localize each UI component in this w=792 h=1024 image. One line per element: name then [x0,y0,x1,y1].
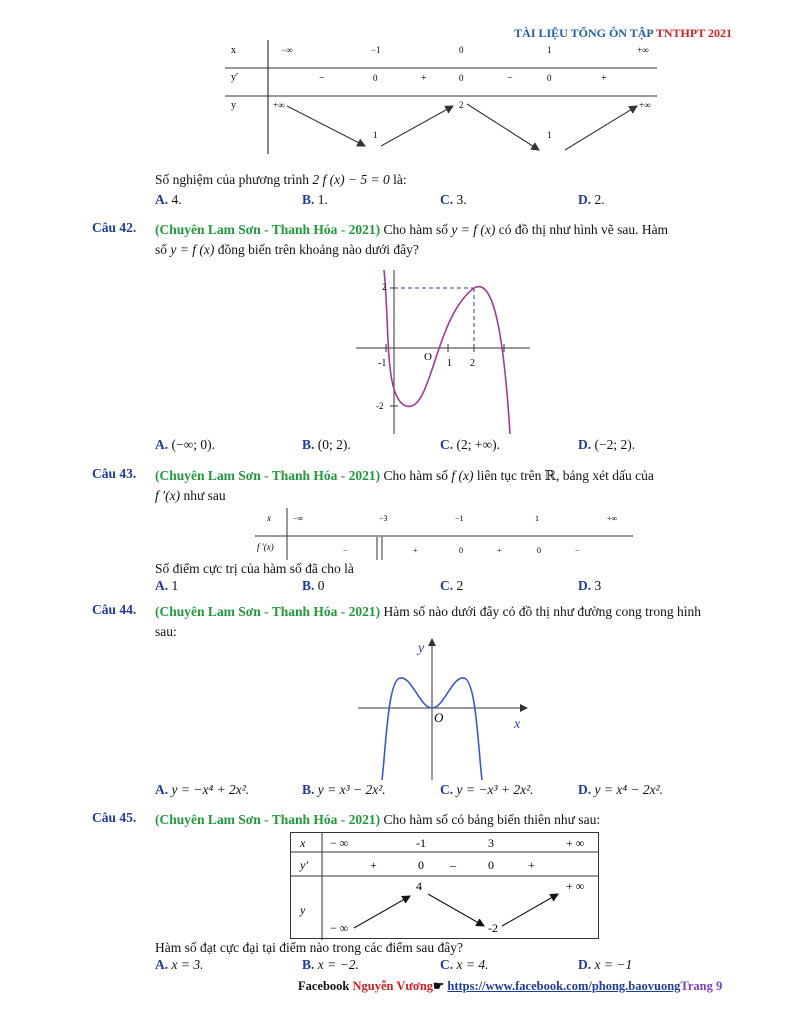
q43-label: Câu 43. [92,466,137,481]
facebook-link[interactable]: https://www.facebook.com/phong.baovuong [447,979,681,993]
q41-sign0: − [319,73,325,84]
q45-x3: + ∞ [566,836,585,850]
q41-y3: 1 [547,130,552,140]
q41-option-d[interactable]: D. 2. [578,192,605,207]
q45-sign0: + [370,858,377,872]
q45-sign3: 0 [488,858,494,872]
q43-sign1: + [413,546,418,555]
q41-sign1: 0 [373,73,378,83]
q42-option-c[interactable]: C. (2; +∞). [440,437,500,452]
q42-curve [384,270,510,434]
q44-option-d[interactable]: D. y = x⁴ − 2x². [578,782,664,797]
q43-text: (Chuyên Lam Sơn - Thanh Hóa - 2021) Cho hàm số f (x) liên tục trên ℝ, bảng xét dấu của f ′(x) như sau [155,468,654,503]
q42-x2: 2 [470,358,475,369]
q44-option-c[interactable]: C. y = −x³ + 2x². [440,782,534,797]
q43-row-fprime: f ′(x) [257,542,274,552]
q41-x0: −∞ [281,45,293,55]
q45-arrow-up-1 [354,896,410,928]
q45-option-a[interactable]: A. x = 3. [155,957,204,972]
q45-y-max: 4 [416,879,422,893]
q45-option-c[interactable]: C. x = 4. [440,957,489,972]
q45-text: (Chuyên Lam Sơn - Thanh Hóa - 2021) Cho hàm số có bảng biến thiên như sau: [155,812,601,827]
q45-y-min: -2 [488,921,498,935]
q42-option-d[interactable]: D. (−2; 2). [578,437,636,452]
q41-x3: 1 [547,45,552,55]
q43-question: Số điểm cực trị của hàm số đã cho là [155,561,354,576]
q41-x2: 0 [459,45,464,55]
q42-text: (Chuyên Lam Sơn - Thanh Hóa - 2021) Cho hàm số y = f (x) có đồ thị như hình vẽ sau. Hàm số y = f (x) đồng biến trên khoảng nào dưới đây? [155,222,669,257]
q43-option-c[interactable]: C. 2 [440,578,464,593]
q41-option-c[interactable]: C. 3. [440,192,467,207]
q41-sign2: + [421,73,427,84]
q44-option-a[interactable]: A. y = −x⁴ + 2x². [155,782,250,797]
q42-x-neg: -1 [378,358,387,369]
q43-option-a[interactable]: A. 1 [155,578,179,593]
q43-sign2: 0 [459,546,463,555]
page-header: TÀI LIỆU TỔNG ÔN TẬP TNTHPT 2021 [514,26,732,40]
q41-x4: +∞ [637,45,649,55]
q44-x-label: x [514,717,521,732]
q43-x4: +∞ [607,514,618,523]
q44-label: Câu 44. [92,602,137,617]
q45-x1: -1 [416,836,426,850]
q41-question: Số nghiệm của phương trình 2 f (x) − 5 = 0 là: [155,172,407,187]
q41-arrow-up-2 [565,106,637,150]
q45-label: Câu 45. [92,810,137,825]
q41-row-x: x [231,45,236,56]
q42-graph [354,268,534,436]
q45-y-plus-inf: + ∞ [566,879,585,893]
q41-row-y: y [231,100,236,111]
q44-y-label: y [418,641,425,656]
q41-y4: +∞ [639,100,651,110]
q45-row-yprime: y′ [300,858,308,872]
q43-row-x: x [267,513,271,523]
q41-option-b[interactable]: B. 1. [302,192,328,207]
q41-option-a[interactable]: A. 4. [155,192,182,207]
q43-option-d[interactable]: D. 3 [578,578,602,593]
q45-option-d[interactable]: D. x = −1 [578,957,633,972]
pointing-hand-icon: ☛ [433,979,448,993]
q41-variation-table [225,38,665,156]
q41-y1: 1 [373,130,378,140]
q41-arrow-up-1 [381,106,453,146]
page-number: Trang 9 [680,979,723,993]
q45-variation-table [290,832,600,940]
q45-arrow-up-2 [502,894,558,926]
q43-sign-table [255,506,635,562]
q45-sign4: + [528,858,535,872]
q41-row-yprime: y′ [231,72,239,83]
q43-x0: −∞ [293,514,304,523]
q43-x3: 1 [535,514,539,523]
q45-sign2: – [450,858,456,872]
q42-x1: 1 [447,358,452,369]
q41-sign6: + [601,73,607,84]
page-footer: Facebook Nguyễn Vương☛ https://www.facebook.com/phong.baovuongTrang 9 [298,979,723,993]
q41-sign4: − [507,73,513,84]
q45-arrow-down [428,894,484,926]
q43-x2: −1 [455,514,464,523]
q44-text: (Chuyên Lam Sơn - Thanh Hóa - 2021) Hàm số nào dưới đây có đồ thị như đường cong trong hình sau: [155,604,701,639]
q42-label: Câu 42. [92,220,137,235]
q42-y-bottom: -2 [376,401,384,411]
q41-arrow-down-2 [467,104,539,150]
q42-option-a[interactable]: A. (−∞; 0). [155,437,215,452]
q43-x1: −3 [379,514,388,523]
q42-origin: O [424,351,432,363]
q45-question: Hàm số đạt cực đại tại điểm nào trong các điểm sau đây? [155,940,463,955]
q41-arrow-down-1 [287,106,365,146]
q43-sign4: 0 [537,546,541,555]
q45-sign1: 0 [418,858,424,872]
q43-sign0: − [343,546,348,555]
q43-sign5: − [575,546,580,555]
q41-y2: 2 [459,100,464,110]
q45-option-b[interactable]: B. x = −2. [302,957,359,972]
q41-y0: +∞ [273,100,285,110]
q43-sign3: + [497,546,502,555]
q43-option-b[interactable]: B. 0 [302,578,325,593]
q44-origin: O [434,710,444,725]
q45-x2: 3 [488,836,494,850]
q42-y-top: 2 [382,282,387,292]
q42-option-b[interactable]: B. (0; 2). [302,437,351,452]
q44-option-b[interactable]: B. y = x³ − 2x². [302,782,386,797]
q41-x1: −1 [371,45,381,55]
q41-sign3: 0 [459,73,464,83]
q45-row-y: y [300,903,306,917]
q45-row-x: x [300,836,306,850]
q41-sign5: 0 [547,73,552,83]
q45-x0: − ∞ [330,836,349,850]
q45-y-minus-inf: − ∞ [330,921,349,935]
q44-graph [354,636,534,782]
